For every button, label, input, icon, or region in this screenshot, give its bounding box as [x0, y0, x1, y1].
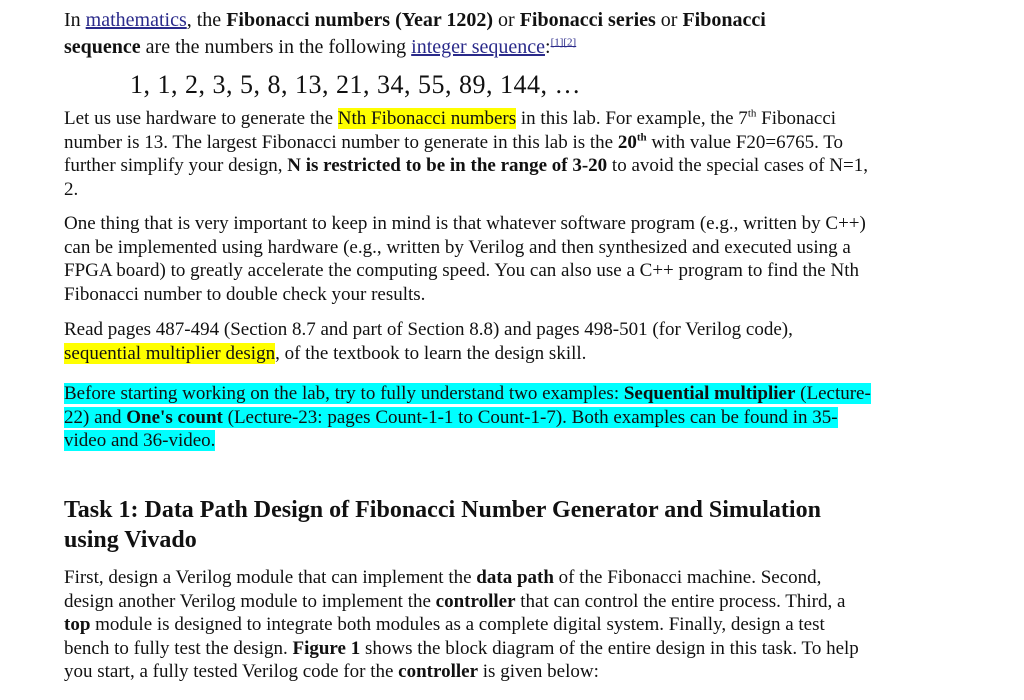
- bold-sequential-multiplier: Sequential multiplier: [623, 383, 796, 404]
- bold-n-range: N is restricted to be in the range of 3-20: [287, 155, 608, 176]
- para-text: to avoid the special cases of N=1,: [607, 155, 868, 176]
- heading-text: Task 1: Data Path Design of Fibonacci Number Generator and Simulation: [64, 497, 821, 523]
- bold-controller: controller: [398, 661, 479, 682]
- bold-data-path: data path: [476, 567, 554, 588]
- paragraph-nth-fibonacci: [64, 107, 964, 201]
- bold-20: 20: [617, 131, 637, 153]
- para-text: you start, a fully tested Verilog code for the: [64, 661, 399, 682]
- bold-controller: controller: [435, 590, 516, 612]
- para-text: One thing that is very important to keep in mind is that whatever software program (e.g., written by C++): [64, 213, 866, 234]
- para-text: Read pages 487-494 (Section 8.7 and part of Section 8.8) and pages 498-501 (for Verilog code),: [64, 319, 793, 340]
- intro-text: In: [64, 9, 86, 31]
- link-mathematics[interactable]: mathematics: [85, 9, 187, 31]
- heading-text: using Vivado: [64, 527, 197, 553]
- paragraph-software-hardware: [64, 212, 964, 306]
- para-text: in this lab. For example, the 7: [516, 108, 748, 129]
- intro-text: or: [493, 9, 520, 31]
- intro-paragraph: [64, 7, 964, 61]
- intro-text: :: [545, 36, 551, 58]
- para-text: (Lecture-: [795, 383, 871, 404]
- para-text: can be implemented using hardware (e.g., written by Verilog and then synthesized and executed using a: [64, 236, 851, 258]
- para-text: further simplify your design,: [64, 155, 288, 176]
- para-text: video and 36-video.: [64, 430, 216, 451]
- para-text: First, design a Verilog module that can implement the: [64, 567, 477, 588]
- bold-figure-1: Figure 1: [292, 637, 361, 659]
- paragraph-read-pages: [64, 318, 964, 365]
- intro-text: , the: [186, 9, 227, 31]
- para-text: Fibonacci number to double check your results.: [64, 283, 426, 305]
- para-text: is given below:: [478, 661, 599, 682]
- para-text: , of the textbook to learn the design skill.: [275, 342, 587, 364]
- paragraph-before-starting: [64, 382, 964, 453]
- term-sequence: sequence: [64, 36, 141, 58]
- term-fibonacci: Fibonacci: [682, 9, 766, 31]
- link-integer-sequence[interactable]: integer sequence: [411, 36, 545, 58]
- para-text: Fibonacci: [756, 108, 837, 129]
- highlight-sequential-multiplier: sequential multiplier design: [64, 342, 276, 364]
- paragraph-task1-description: [64, 566, 964, 684]
- sequence-text: 1, 1, 2, 3, 5, 8, 13, 21, 34, 55, 89, 144, …: [130, 70, 581, 99]
- term-fibonacci-series: Fibonacci series: [519, 9, 656, 31]
- term-fibonacci-numbers: Fibonacci numbers (Year 1202): [226, 9, 494, 31]
- superscript: th: [747, 107, 757, 120]
- para-text: Let us use hardware to generate the: [64, 108, 338, 129]
- para-text: Before starting working on the lab, try to fully understand two examples:: [64, 383, 624, 404]
- highlight-nth-fibonacci: Nth Fibonacci numbers: [337, 108, 517, 129]
- citation-link[interactable]: [1][2]: [550, 36, 577, 49]
- bold-top: top: [64, 614, 91, 635]
- para-text: shows the block diagram of the entire design in this task. To help: [360, 637, 859, 659]
- para-text: (Lecture-23: pages Count-1-1 to Count-1-7). Both examples can be found in 35-: [222, 406, 838, 428]
- intro-text: are the numbers in the following: [140, 36, 412, 58]
- para-text: of the Fibonacci machine. Second,: [553, 567, 822, 588]
- task1-heading: [64, 495, 964, 555]
- intro-text: or: [655, 9, 683, 31]
- para-text: module is designed to integrate both modules as a complete digital system. Finally, design a test: [90, 614, 825, 635]
- para-text: design another Verilog module to implement the: [64, 590, 436, 612]
- para-text: bench to fully test the design.: [64, 637, 293, 659]
- para-text: number is 13. The largest Fibonacci number to generate in this lab is the: [64, 131, 618, 153]
- para-text: that can control the entire process. Third, a: [515, 590, 846, 612]
- para-text: FPGA board) to greatly accelerate the computing speed. You can also use a C++ program to find the Nth: [64, 260, 859, 281]
- superscript: th: [636, 131, 647, 144]
- para-text: 2.: [64, 178, 79, 200]
- bold-ones-count: One's count: [126, 406, 223, 428]
- para-text: 22) and: [64, 406, 127, 428]
- para-text: with value F20=6765. To: [646, 131, 844, 153]
- fibonacci-sequence: [64, 68, 581, 102]
